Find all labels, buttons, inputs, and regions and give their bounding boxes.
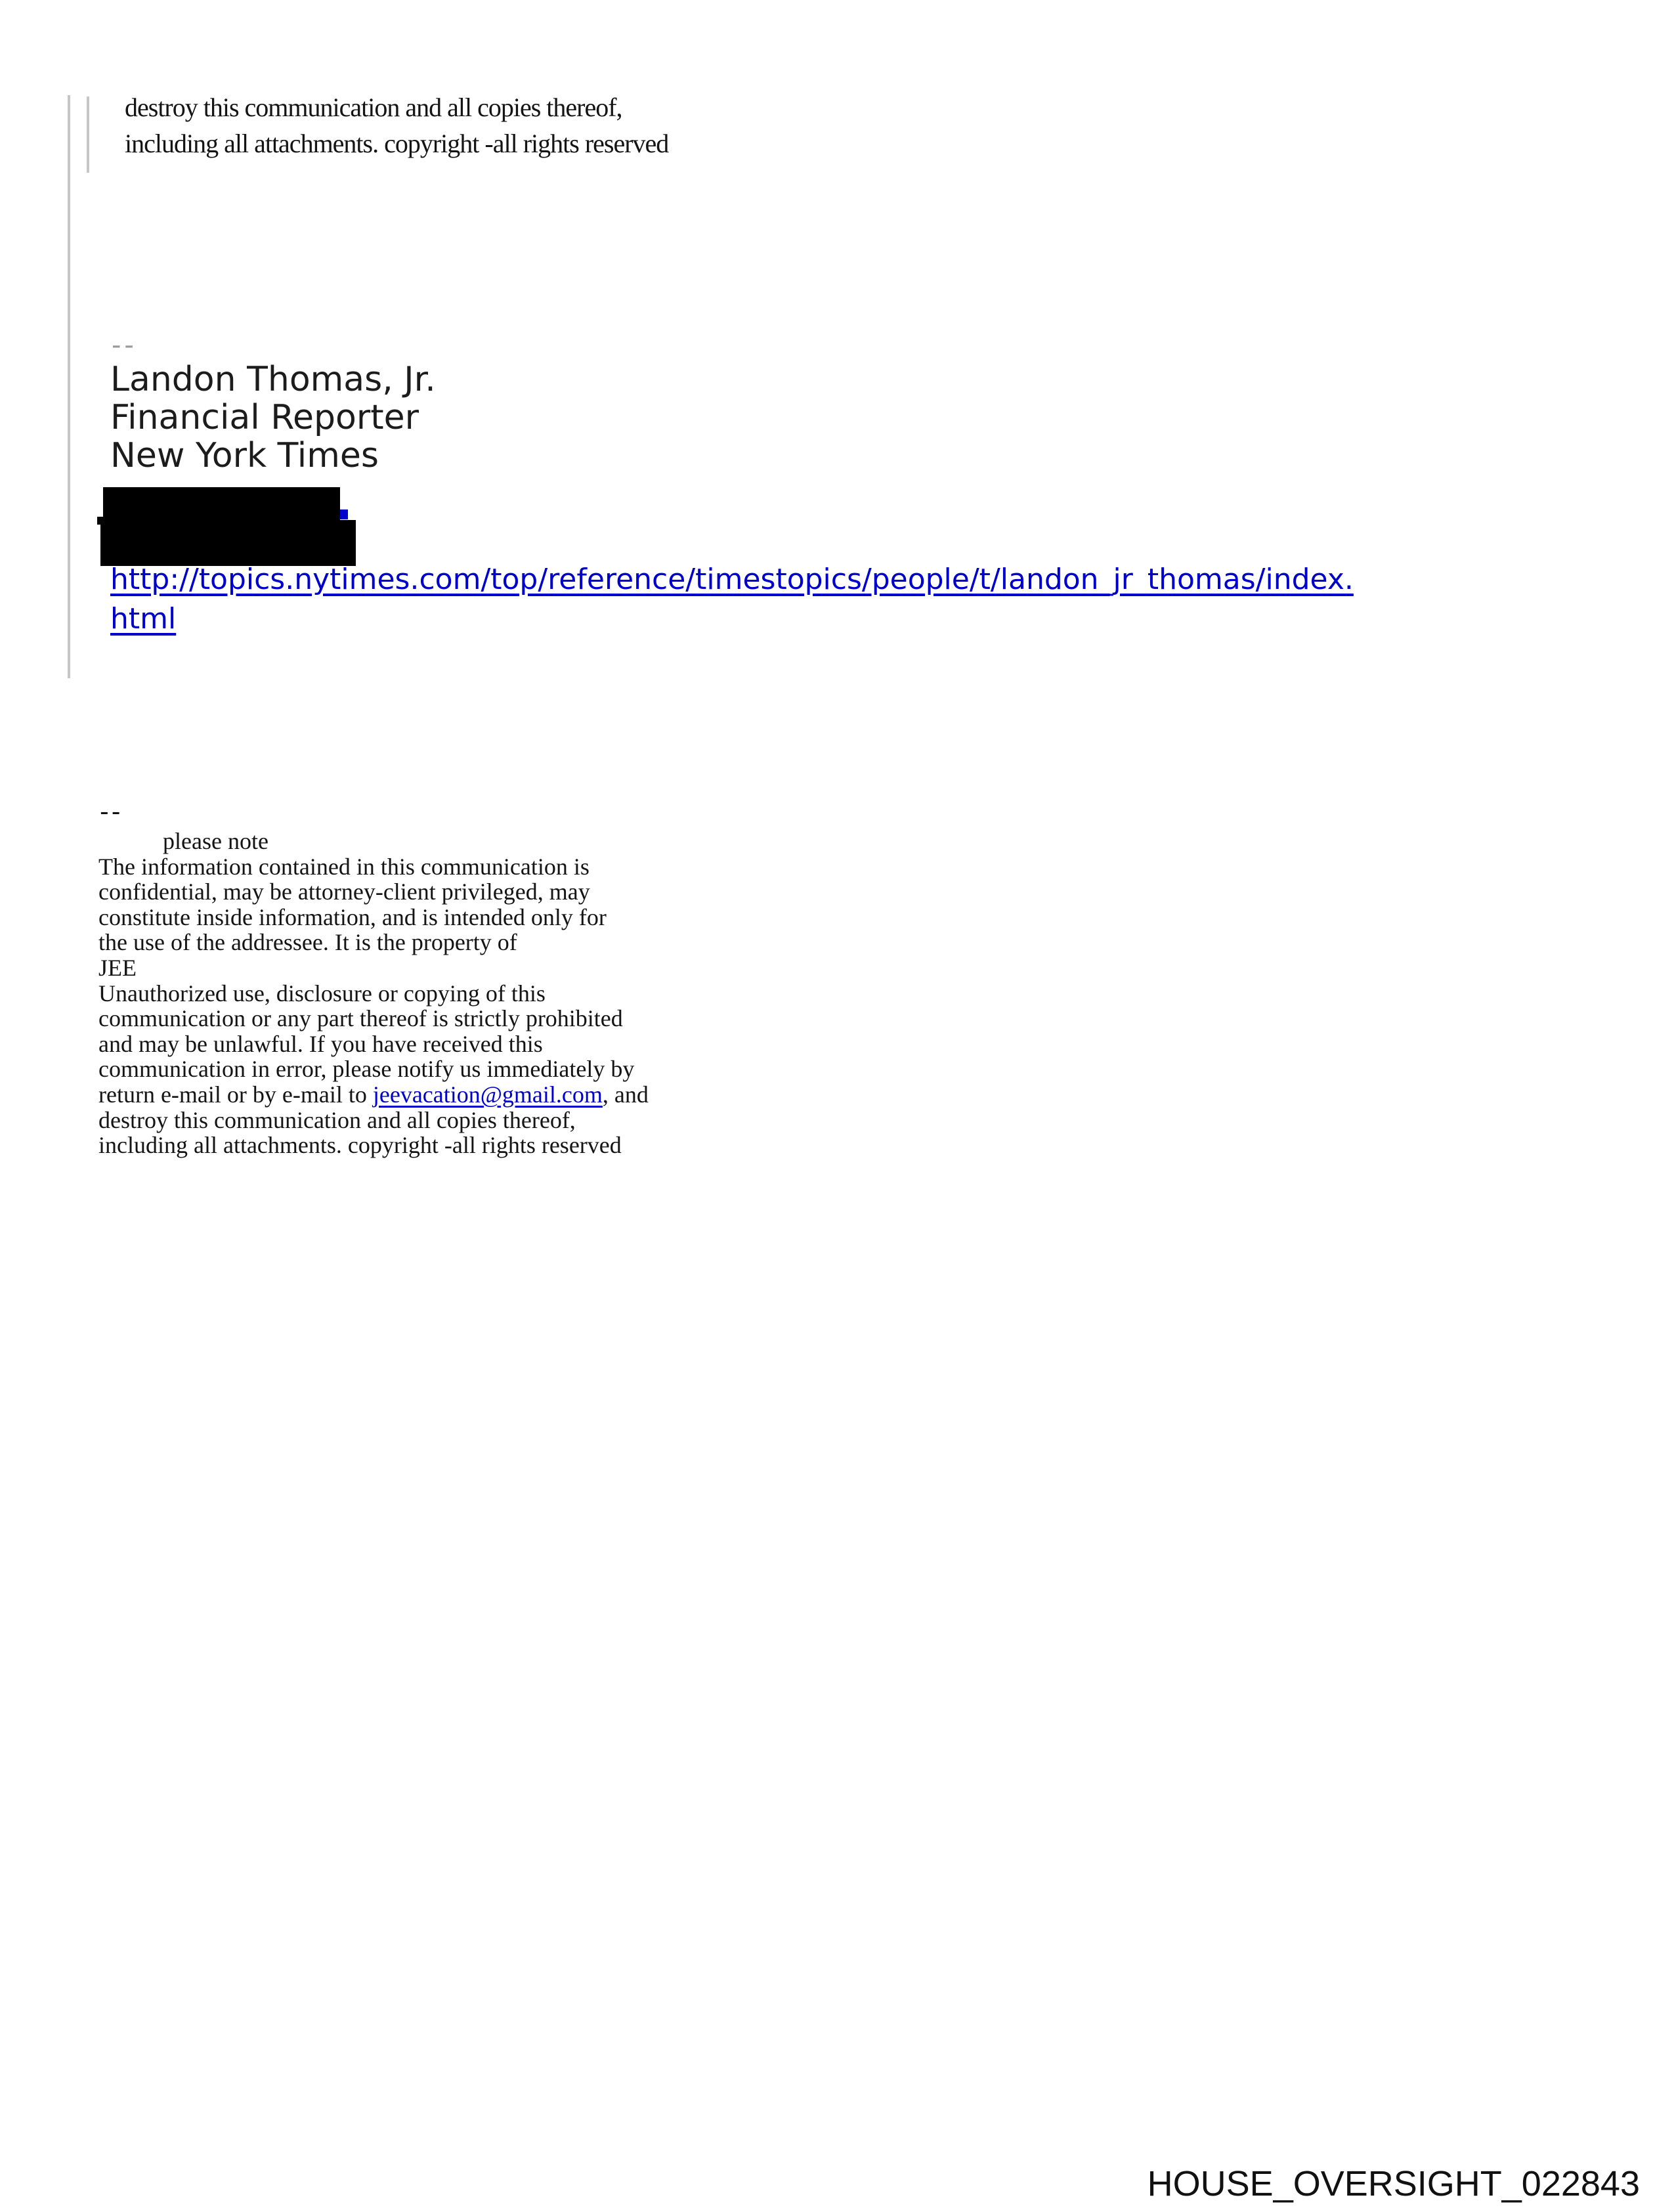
- signature-block: [110, 360, 436, 475]
- disclaimer-line: destroy this communication and all copies thereof,: [98, 1106, 576, 1133]
- signature-job-title: Financial Reporter: [110, 398, 419, 437]
- nytimes-profile-link[interactable]: [110, 560, 1354, 639]
- disclaimer-line: The information contained in this communication is: [98, 853, 590, 880]
- email-line-before: return e-mail or by e-mail to: [98, 1081, 373, 1108]
- redaction-bar-notch: [97, 517, 104, 525]
- disclaimer-line: including all attachments. copyright -all rights reserved: [98, 1132, 622, 1159]
- quoted-line: including all attachments. copyright -all rights reserved: [125, 129, 669, 158]
- quote-bar-inner: [87, 97, 89, 173]
- disclaimer-line: constitute inside information, and is intended only for: [98, 903, 607, 930]
- signature-name: Landon Thomas, Jr.: [110, 360, 436, 399]
- redaction-bar-lower: [100, 520, 356, 566]
- disclaimer-block: [98, 829, 649, 1158]
- disclaimer-separator-dashes: --: [100, 797, 123, 826]
- nytimes-profile-link-line1: http://topics.nytimes.com/top/reference/timestopics/people/t/landon_jr_thomas/index.: [110, 563, 1354, 596]
- redaction-bar-upper: [103, 487, 340, 521]
- disclaimer-line: communication in error, please notify us immediately by: [98, 1056, 635, 1083]
- quoted-line: destroy this communication and all copies thereof,: [125, 93, 622, 122]
- disclaimer-line: confidential, may be attorney-client privileged, may: [98, 878, 590, 905]
- disclaimer-line: communication or any part thereof is strictly prohibited: [98, 1005, 623, 1032]
- signature-organization: New York Times: [110, 436, 379, 475]
- disclaimer-line: the use of the addressee. It is the property of: [98, 929, 517, 956]
- disclaimer-line: and may be unlawful. If you have received this: [98, 1030, 543, 1057]
- quote-bar-outer: [68, 95, 70, 678]
- jeevacation-email-link[interactable]: jeevacation@gmail.com: [372, 1081, 603, 1108]
- email-line-after: , and: [602, 1081, 649, 1108]
- nytimes-profile-link-line2: html: [110, 602, 177, 636]
- bates-number: HOUSE_OVERSIGHT_022843: [1147, 2164, 1640, 2203]
- signature-separator-dashes: --: [112, 330, 137, 360]
- disclaimer-line: JEE: [98, 954, 137, 981]
- disclaimer-note-label: please note: [163, 828, 268, 854]
- disclaimer-line-with-email: [98, 1082, 649, 1108]
- disclaimer-line: Unauthorized use, disclosure or copying of this: [98, 980, 546, 1007]
- quoted-disclaimer-fragment: [125, 89, 668, 162]
